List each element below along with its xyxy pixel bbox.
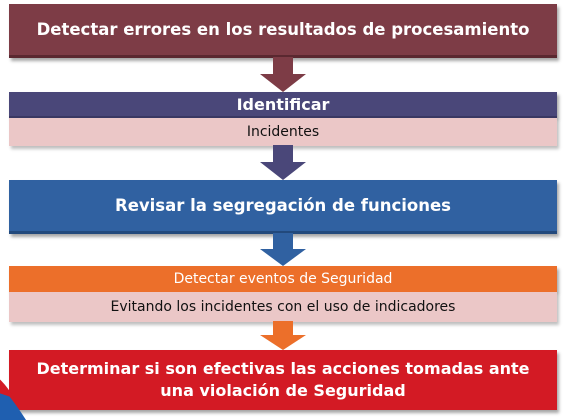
corner-swoosh-icon bbox=[0, 362, 26, 420]
step-4-subbox bbox=[9, 292, 557, 322]
arrow-down-icon bbox=[256, 145, 310, 181]
step-2-title: Identificar bbox=[236, 94, 330, 114]
step-3-text: Revisar la segregación de funciones bbox=[115, 196, 451, 215]
step-4-title: Detectar eventos de Seguridad bbox=[173, 271, 393, 287]
arrow-down-icon bbox=[256, 321, 310, 351]
step-1-box bbox=[9, 4, 557, 58]
step-5-text: Determinar si son efectivas las acciones tomadas ante una violación de Seguridad bbox=[36, 359, 530, 400]
step-2-sub: Incidentes bbox=[246, 124, 320, 140]
step-4-header bbox=[9, 266, 557, 292]
step-1-text: Detectar errores en los resultados de procesamiento bbox=[36, 20, 530, 39]
arrow-down-icon bbox=[256, 57, 310, 93]
step-5-box bbox=[9, 350, 557, 410]
step-4-sub: Evitando los incidentes con el uso de indicadores bbox=[110, 299, 456, 315]
step-2-header bbox=[9, 92, 557, 118]
arrow-down-icon bbox=[256, 233, 310, 267]
step-2-subbox bbox=[9, 118, 557, 146]
step-3-box bbox=[9, 180, 557, 234]
